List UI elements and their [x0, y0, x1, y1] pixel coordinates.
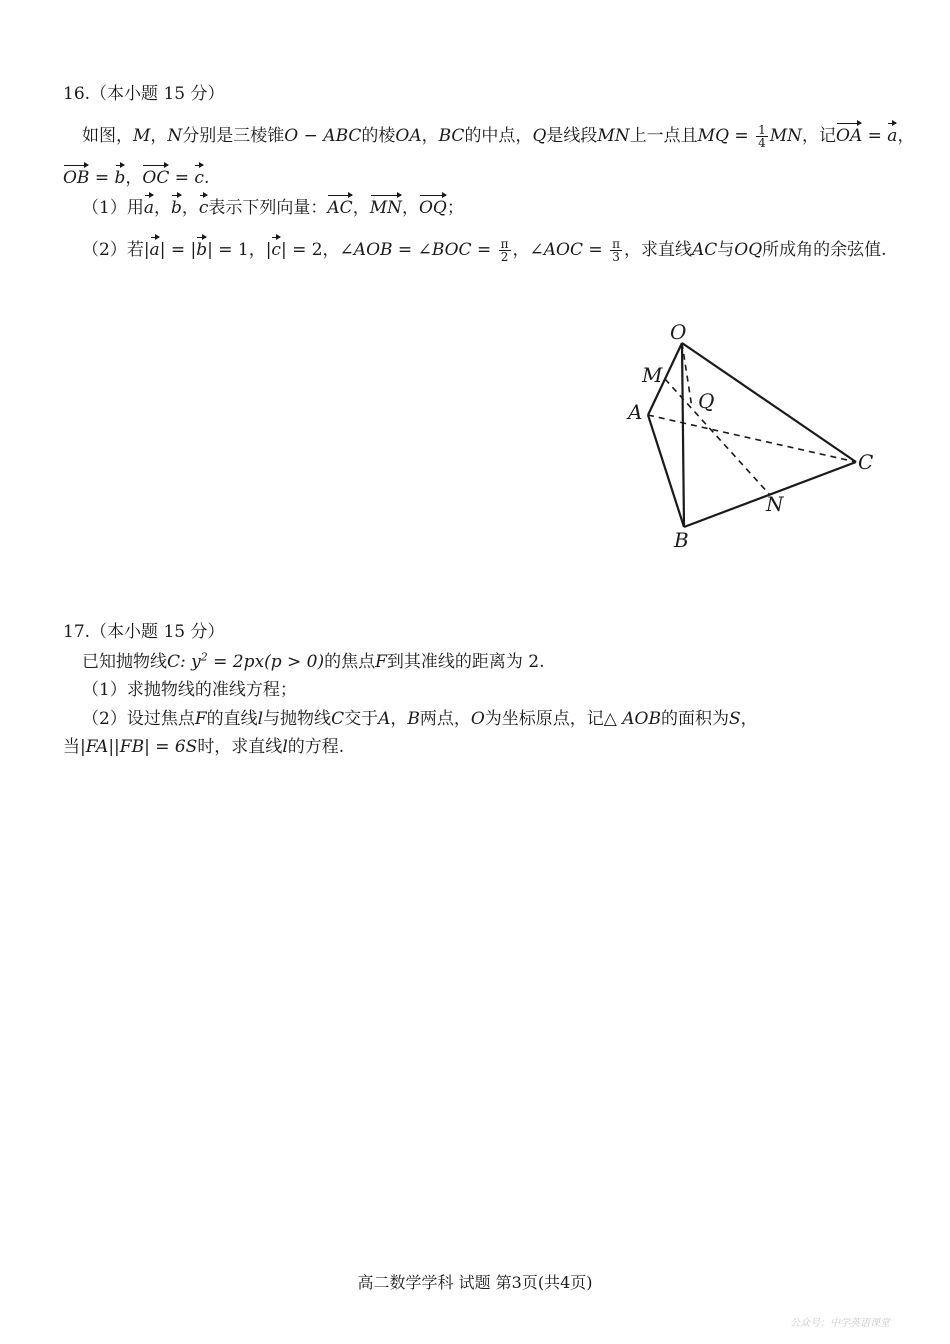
problem17-header: 17.（本小题 15 分）	[63, 622, 225, 642]
math: S	[729, 709, 741, 729]
vector-a: a	[887, 126, 898, 146]
text: 交于	[344, 709, 379, 729]
text: | = |	[159, 240, 197, 260]
math: |FA||FB| = 6S	[80, 737, 198, 757]
text: =	[729, 126, 755, 146]
text: ，	[181, 198, 199, 218]
text: ，	[125, 168, 143, 188]
fraction-numerator: 1	[758, 123, 766, 137]
text: 两点，	[419, 709, 471, 729]
text: 如图，	[82, 126, 133, 146]
text: 分别是三棱锥	[182, 126, 285, 146]
text: =	[169, 168, 195, 188]
pyramid-figure	[600, 315, 900, 560]
fraction-numerator: π	[500, 237, 509, 251]
page-footer: 高二数学学科 试题 第3页(共4页)	[357, 1273, 593, 1292]
text: ，	[153, 198, 171, 218]
math: A	[378, 709, 391, 729]
math: MN	[597, 126, 630, 146]
vector-OC: OC	[142, 168, 170, 188]
label-C: C	[858, 450, 874, 474]
problem16-line2	[63, 166, 209, 190]
math: AC	[691, 240, 718, 260]
math: BOC	[431, 240, 472, 260]
math: OA	[395, 126, 422, 146]
text: （1）用	[82, 198, 144, 218]
text: 上一点且	[629, 126, 698, 146]
text: （2）若|	[82, 240, 150, 260]
problem17-part1: （1）求抛物线的准线方程；	[82, 680, 297, 700]
label-A: A	[628, 400, 643, 424]
exponent: 2	[200, 650, 208, 664]
fraction-numerator: π	[612, 237, 620, 251]
text: =	[862, 126, 888, 146]
text: 表示下列向量：	[208, 198, 328, 218]
text: ；	[446, 198, 464, 218]
fraction-denominator: 4	[758, 136, 766, 150]
text: 与	[717, 240, 735, 260]
segment-MN	[665, 379, 770, 495]
text: ，	[352, 198, 370, 218]
math: B	[407, 709, 420, 729]
fraction-pi-half	[499, 238, 511, 263]
problem16-part2	[82, 238, 887, 263]
text: 的棱	[361, 126, 396, 146]
math: l	[257, 709, 264, 729]
math: O − ABC	[284, 126, 362, 146]
solid-edges	[648, 343, 856, 527]
text: ，	[421, 126, 439, 146]
problem17-line1	[82, 650, 545, 674]
text: ，∠	[512, 240, 544, 260]
vector-b: b	[114, 168, 126, 188]
vector-OB: OB	[63, 168, 90, 188]
vector-OA: OA	[836, 126, 863, 146]
problem16-line1	[82, 124, 914, 149]
vector-MN: MN	[369, 198, 402, 218]
text: =	[89, 168, 115, 188]
text: ，	[740, 709, 758, 729]
math: C: y	[167, 652, 201, 672]
math: AOB	[353, 240, 393, 260]
text: 为坐标原点，记△	[484, 709, 623, 729]
vector-c: c	[271, 240, 281, 260]
math: MN	[769, 126, 803, 146]
math: AOB	[622, 709, 661, 729]
label-B: B	[674, 528, 689, 552]
math: MQ	[697, 126, 730, 146]
math: O	[470, 709, 485, 729]
text: （2）设过焦点	[82, 709, 195, 729]
text: 与抛物线	[263, 709, 332, 729]
math: OQ	[734, 240, 763, 260]
edge-OB	[682, 343, 684, 527]
math: F	[375, 652, 387, 672]
fraction-denominator: 2	[500, 250, 509, 264]
text: .	[203, 168, 210, 188]
text: 到其准线的距离为 2.	[386, 652, 545, 672]
text: ，	[401, 198, 419, 218]
text: 的面积为	[661, 709, 729, 729]
edge-AB	[648, 415, 684, 527]
math: F	[194, 709, 207, 729]
text: 是线段	[546, 126, 598, 146]
vector-OQ: OQ	[418, 198, 447, 218]
vector-AC: AC	[327, 198, 353, 218]
problem17-part2-cont	[63, 735, 344, 759]
text: 的焦点	[324, 652, 376, 672]
problem17-part2	[82, 707, 758, 731]
text: =	[583, 240, 609, 260]
vector-b: b	[196, 240, 208, 260]
label-M: M	[642, 363, 663, 387]
fraction-pi-third	[610, 238, 622, 263]
text: 已知抛物线	[82, 652, 167, 672]
text: ，	[150, 126, 168, 146]
text: 所成角的余弦值.	[762, 240, 887, 260]
edge-AC	[648, 415, 856, 462]
vector-a: a	[143, 198, 154, 218]
text: | = 2，∠	[280, 240, 354, 260]
text: 的中点，	[464, 126, 533, 146]
math: AOC	[543, 240, 584, 260]
dashed-edges	[648, 343, 856, 495]
watermark: 公众号：中学英语课堂	[790, 1318, 890, 1329]
math: C	[331, 709, 345, 729]
text: ，	[897, 126, 915, 146]
math: N	[167, 126, 183, 146]
math: Q	[532, 126, 547, 146]
text: 的方程.	[287, 737, 345, 757]
math: l	[282, 737, 288, 757]
math: M	[133, 126, 151, 146]
text: ，求直线	[623, 240, 692, 260]
text: 时，求直线	[197, 737, 283, 757]
text: ，	[390, 709, 408, 729]
text: 的直线	[206, 709, 258, 729]
problem16-part1	[82, 196, 464, 220]
vector-c: c	[194, 168, 204, 188]
text: = ∠	[392, 240, 432, 260]
vector-c: c	[198, 198, 209, 218]
text: =	[471, 240, 497, 260]
vector-a: a	[149, 240, 160, 260]
text: 当	[63, 737, 80, 757]
math: = 2px(p > 0)	[207, 652, 325, 672]
label-Q: Q	[698, 389, 715, 413]
problem16-header: 16.（本小题 15 分）	[63, 84, 225, 104]
fraction-denominator: 3	[612, 250, 620, 264]
label-O: O	[670, 320, 687, 344]
label-N: N	[766, 492, 784, 516]
text: | = 1，|	[207, 240, 272, 260]
fraction-one-quarter	[756, 124, 768, 149]
vector-b: b	[170, 198, 182, 218]
math: BC	[438, 126, 465, 146]
text: ，记	[802, 126, 837, 146]
